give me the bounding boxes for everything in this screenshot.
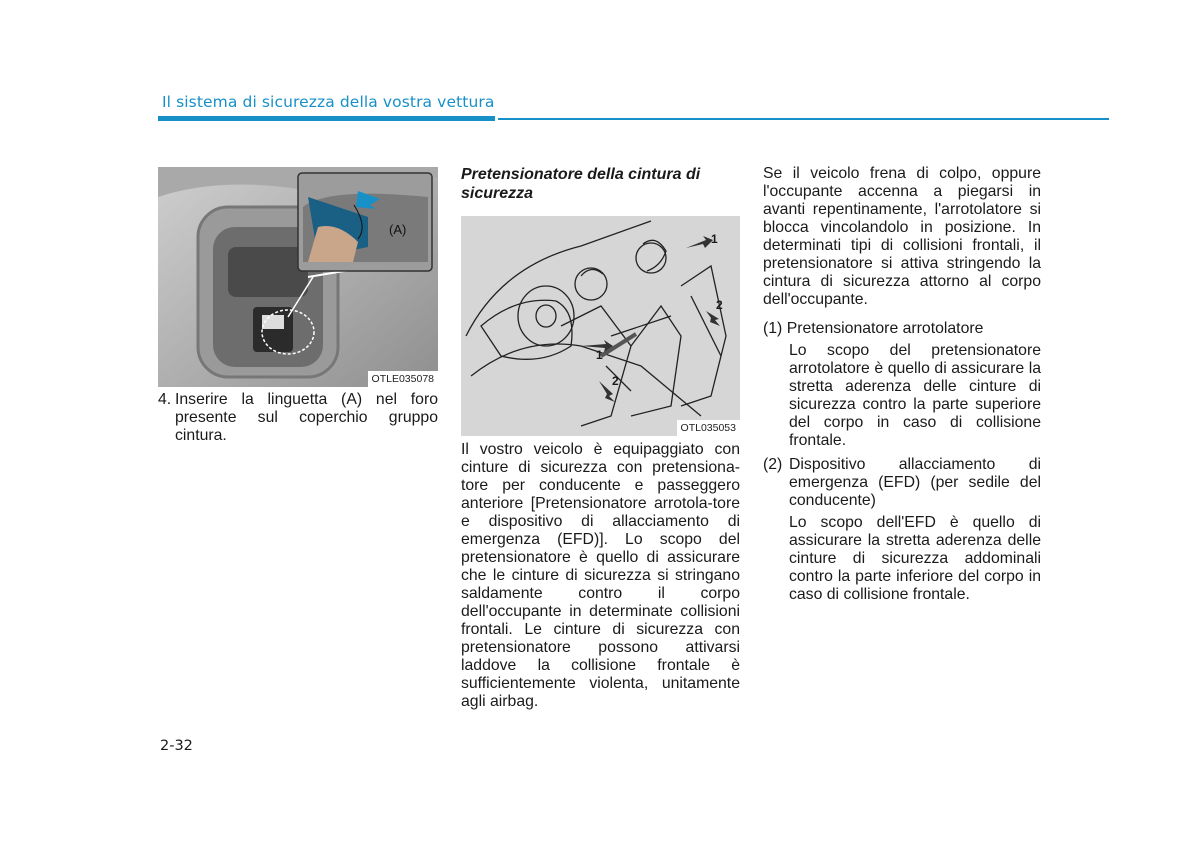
- callout-marker-2: 2: [716, 298, 723, 312]
- instruction-step: [158, 391, 438, 445]
- body-paragraph: Se il veicolo frena di colpo, oppure l'occupante accenna a piegarsi in avanti repentinamente, l'arrotolatore si blocca vincolandolo in posizione. In determinati tipi di collisioni frontali, il pretensionatore si attiva stringendo la cintura di sicurezza attorno al corpo dell'occupante.: [763, 165, 1041, 308]
- body-paragraph: Il vostro veicolo è equipaggiato con cinture di sicurezza con pretensiona-tore per conducente e passeggero anteriore [Pretensionatore arrotola-tore e dispositivo di allacciamento di emergenza (EFD)]. Lo scopo del pretensionatore è quello di assicurare che le cinture di sicurezza si stringano saldamente contro il corpo dell'occupante in determinate collisioni frontali. Le cinture di sicurezza con pretensionatore possono attivarsi laddove la collisione frontale è sufficientemente violenta, unitamente agli airbag.: [461, 441, 740, 710]
- list-item-description: Lo scopo del pretensionatore arrotolatore è quello di assicurare la stretta aderenza delle cinture di sicurezza contro la parte superiore del corpo in caso di collisione frontale.: [789, 342, 1041, 449]
- figure-code: OTL035053: [677, 420, 740, 436]
- callout-label-a: (A): [389, 222, 407, 237]
- pretensioner-drawing: [461, 216, 740, 436]
- list-item-label: (1): [763, 320, 783, 337]
- header-rule-thin: [498, 118, 1109, 120]
- pretensioner-illustration: [461, 216, 740, 436]
- list-item-heading: [763, 320, 1041, 338]
- seatbelt-cover-illustration: [158, 167, 438, 387]
- list-item-description: Lo scopo dell'EFD è quello di assicurare la stretta aderenza delle cinture di sicurezza addominali contro la parte inferiore del corpo in caso di collisione frontale.: [789, 514, 1041, 603]
- step-text: Inserire la linguetta (A) nel foro presente sul coperchio gruppo cintura.: [175, 391, 438, 444]
- retractor-lock-description: [763, 165, 1041, 309]
- list-item: [763, 456, 1041, 604]
- page-number: 2-32: [160, 738, 193, 754]
- list-item-heading: [763, 456, 1041, 510]
- list-item-title: Dispositivo allacciamento di emergenza (EFD) (per sedile del conducente): [789, 456, 1041, 509]
- callout-marker-2b: 2: [612, 374, 619, 388]
- figure-code: OTLE035078: [368, 371, 438, 387]
- pretensioner-description: [461, 441, 740, 711]
- list-item-label: (2): [763, 456, 783, 473]
- seatbelt-cover-drawing: [158, 167, 438, 387]
- callout-marker-1: 1: [711, 232, 718, 246]
- callout-marker-1b: 1: [596, 348, 603, 362]
- section-heading: Pretensionatore della cintura di sicurezza: [461, 166, 701, 202]
- chapter-title: Il sistema di sicurezza della vostra vettura: [162, 93, 495, 111]
- list-item: [763, 320, 1041, 450]
- header-rule-thick: [158, 116, 495, 121]
- list-item-title: Pretensionatore arrotolatore: [786, 320, 984, 337]
- step-number: 4.: [158, 391, 172, 408]
